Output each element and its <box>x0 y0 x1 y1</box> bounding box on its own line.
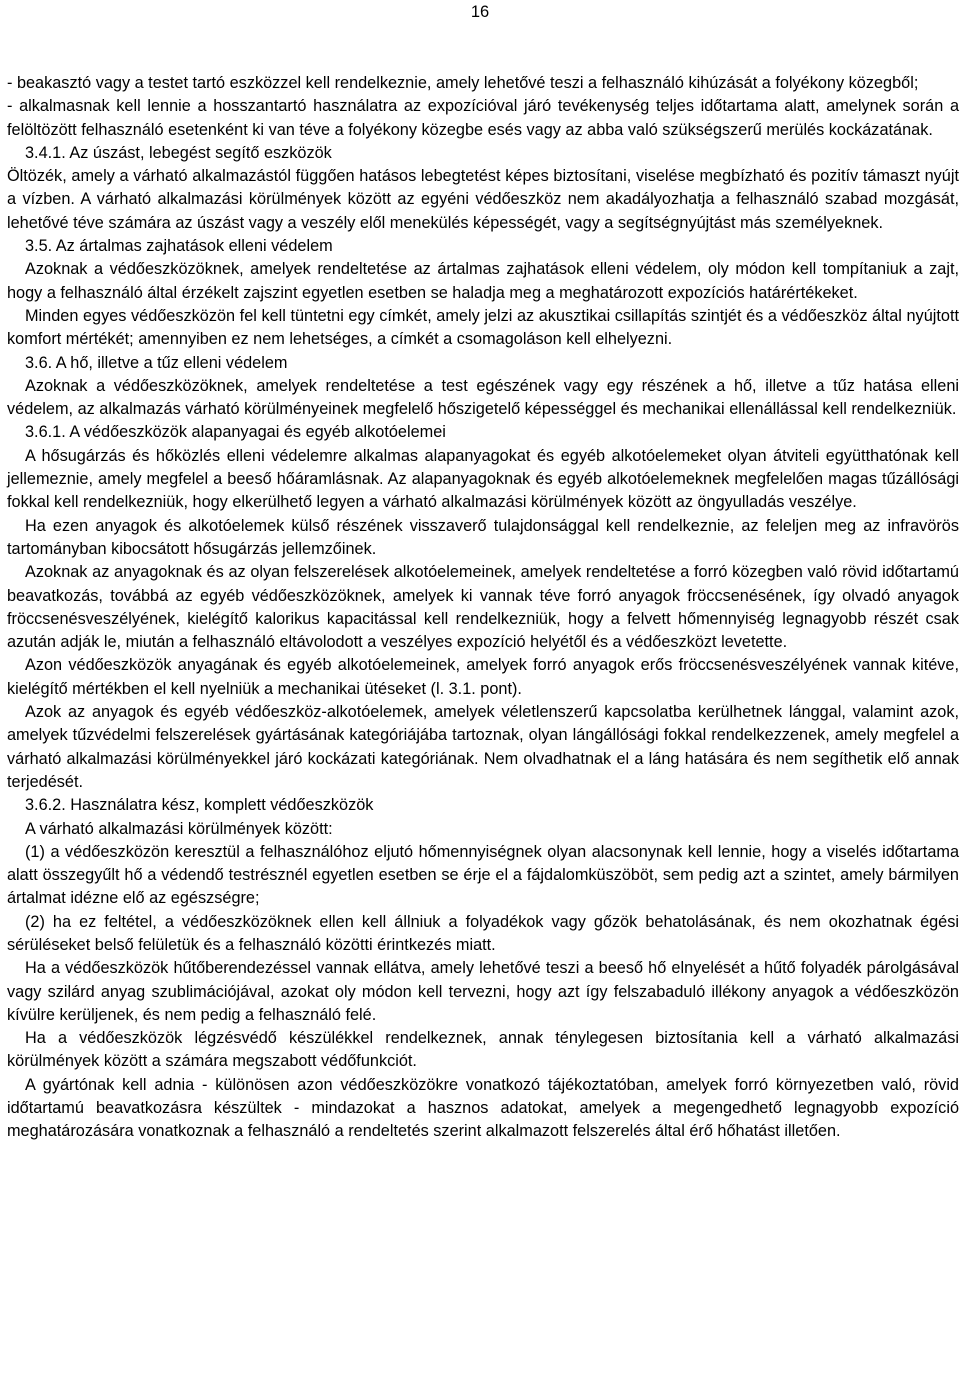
paragraph: Ha ezen anyagok és alkotóelemek külső részének visszaverő tulajdonsággal kell rendelkeznie, az feleljen meg az infravörös tartományban kibocsátott hősugárzás jellemzőinek. <box>7 516 959 558</box>
paragraph: Azoknak a védőeszközöknek, amelyek rendeltetése a test egészének vagy egy részének a hő, illetve a tűz hatása elleni védelem, az alkalmazás várható körülményeinek megfelelő hőszigetelő képességgel és mechanikai ellenállással kell rendelkezniük. <box>7 376 959 419</box>
paragraph: Azok az anyagok és egyéb védőeszköz-alkotóelemek, amelyek véletlenszerű kapcsolatba kerülhetnek lánggal, valamint azok, amelyek tűzvédelmi felszerelések gyártásának kategóriájába tartoznak, olyan lángállósági fokkal rendelkezzenek, amely megfelel a várható alkalmazási körülményekkel járó kockázati kategóriának. Nem olvadhatnak el a láng hatására és nem segíthetik elő annak terjedését. <box>7 703 959 791</box>
paragraph: - beakasztó vagy a testet tartó eszközzel kell rendelkeznie, amely lehetővé teszi a felhasználó kihúzását a folyékony közegből; <box>7 74 919 92</box>
paragraph: Ha a védőeszközök légzésvédő készülékkel rendelkeznek, annak ténylegesen biztosítania kell a várható alkalmazási körülmények között a számára megszabott védőfunkciót. <box>7 1029 959 1071</box>
paragraph: Ha a védőeszközök hűtőberendezéssel vannak ellátva, amely lehetővé teszi a beeső hő elnyelését a hűtő folyadék párolgásával vagy szilárd anyag szublimációjával, azokat oly módon kell tervezni, hogy azt így felszabaduló illékony anyagok a védőeszközön kívülre kerüljenek, és nem pedig a felhasználó felé. <box>7 959 959 1024</box>
paragraph: - alkalmasnak kell lennie a hosszantartó használatra az expozícióval járó tevékenység teljes időtartama alatt, amelynek során a felöltözött felhasználó esetenként ki van téve a folyékony közegbe esés vagy az abba való szükségszerű merülés kockázatának. <box>7 97 959 139</box>
paragraph: (1) a védőeszközön keresztül a felhasználóhoz eljutó hőmennyiségnek olyan alacsonynak kell lennie, hogy a viselés időtartama alatt összegyűlt hő a védendő testrésznél egyetlen esetben se érje el a fájdalomküszöböt, sem pedig azt a szintet, amely bármilyen ártalmat idézne elő az egészségre; <box>7 842 959 908</box>
paragraph: Azoknak az anyagoknak és az olyan felszerelések alkotóelemeinek, amelyek rendeltetése a forró közegben való rövid időtartamú beavatkozás, továbbá az egyéb védőeszközöknek, amelyek ki vannak téve forró anyagok fröccsenésének, így olvadó anyagok fröccsenésveszélyének, kielégítő kalorikus kapacitással kell rendelkezniük, hogy a felvett hőmennyiség legnagyobb részét csak azután adják le, miután a felhasználó eltávolodott a veszélyes expozíció helyétől és a védőeszközt levetette. <box>7 563 959 652</box>
paragraph: Azon védőeszközök anyagának és egyéb alkotóelemeinek, amelyek forró anyagok erős fröccsenésveszélyének vannak kitéve, kielégítő mértékben el kell nyelniük a mechanikai ütéseket (l. 3.1. pont). <box>7 656 959 698</box>
paragraph: Minden egyes védőeszközön fel kell tüntetni egy címkét, amely jelzi az akusztikai csillapítás szintjét és a védőeszköz által nyújtott komfort mértékét; amennyiben ez nem lehetséges, a címkét a csomagoláson kell elhelyezni. <box>7 306 959 349</box>
paragraph: 3.6.1. A védőeszközök alapanyagai és egyéb alkotóelemei <box>25 423 446 442</box>
paragraph: 3.6. A hő, illetve a tűz elleni védelem <box>25 353 288 372</box>
paragraph: Azoknak a védőeszközöknek, amelyek rendeltetése az ártalmas zajhatások elleni védelem, oly módon kell tompítaniuk a zajt, hogy a felhasználó által érzékelt zajszint egyetlen esetben se haladja meg a meghatározott expozíciós határértékeket. <box>7 260 959 302</box>
paragraph: A hősugárzás és hőközlés elleni védelemre alkalmas alapanyagokat és egyéb alkotóelemeket olyan átviteli együtthatónak kell jellemeznie, amely megfelel a beeső hőáramlásnak. Az alapanyagoknak és egyéb alkotóelemeknek megfelelően magas tűzállósági fokkal kell rendelkezniük, hogy elkerülhető legyen a várható alkalmazási körülmények között az öngyulladás veszélye. <box>7 446 959 512</box>
page-number: 16 <box>470 3 490 21</box>
paragraph: Öltözék, amely a várható alkalmazástól függően hatásos lebegtetést képes biztosítani, viselése megbízható és pozitív támaszt nyújt a vízben. A várható alkalmazási körülmények között az egyéni védőeszköz nem akadályozhatja a felhasználó szabad mozgását, lehetővé téve számára az úszást vagy a veszély elől menekülés képességét, vagy a segítségnyújtást más személyeknek. <box>7 167 959 232</box>
body-text <box>7 72 959 1144</box>
paragraph: 3.6.2. Használatra kész, komplett védőeszközök <box>25 796 374 815</box>
paragraph: A gyártónak kell adnia - különösen azon védőeszközökre vonatkozó tájékoztatóban, amelyek forró környezetben való, rövid időtartamú beavatkozásra készültek - mindazokat a hasznos adatokat, amelyek a megengedhető legnagyobb expozíció meghatározására vonatkoznak a felhasználó a rendeltetés szerint alkalmazott felszerelés által érő hőhatást illetően. <box>7 1075 959 1141</box>
paragraph: 3.4.1. Az úszást, lebegést segítő eszközök <box>25 143 332 162</box>
paragraph: A várható alkalmazási körülmények között: <box>25 819 333 838</box>
paragraph: 3.5. Az ártalmas zajhatások elleni védelem <box>25 237 333 256</box>
paragraph: (2) ha ez feltétel, a védőeszközöknek ellen kell állniuk a folyadékok vagy gőzök behatolásának, és nem okozhatnak égési sérüléseket belső felületük és a felhasználó közötti érintkezés miatt. <box>7 912 959 954</box>
